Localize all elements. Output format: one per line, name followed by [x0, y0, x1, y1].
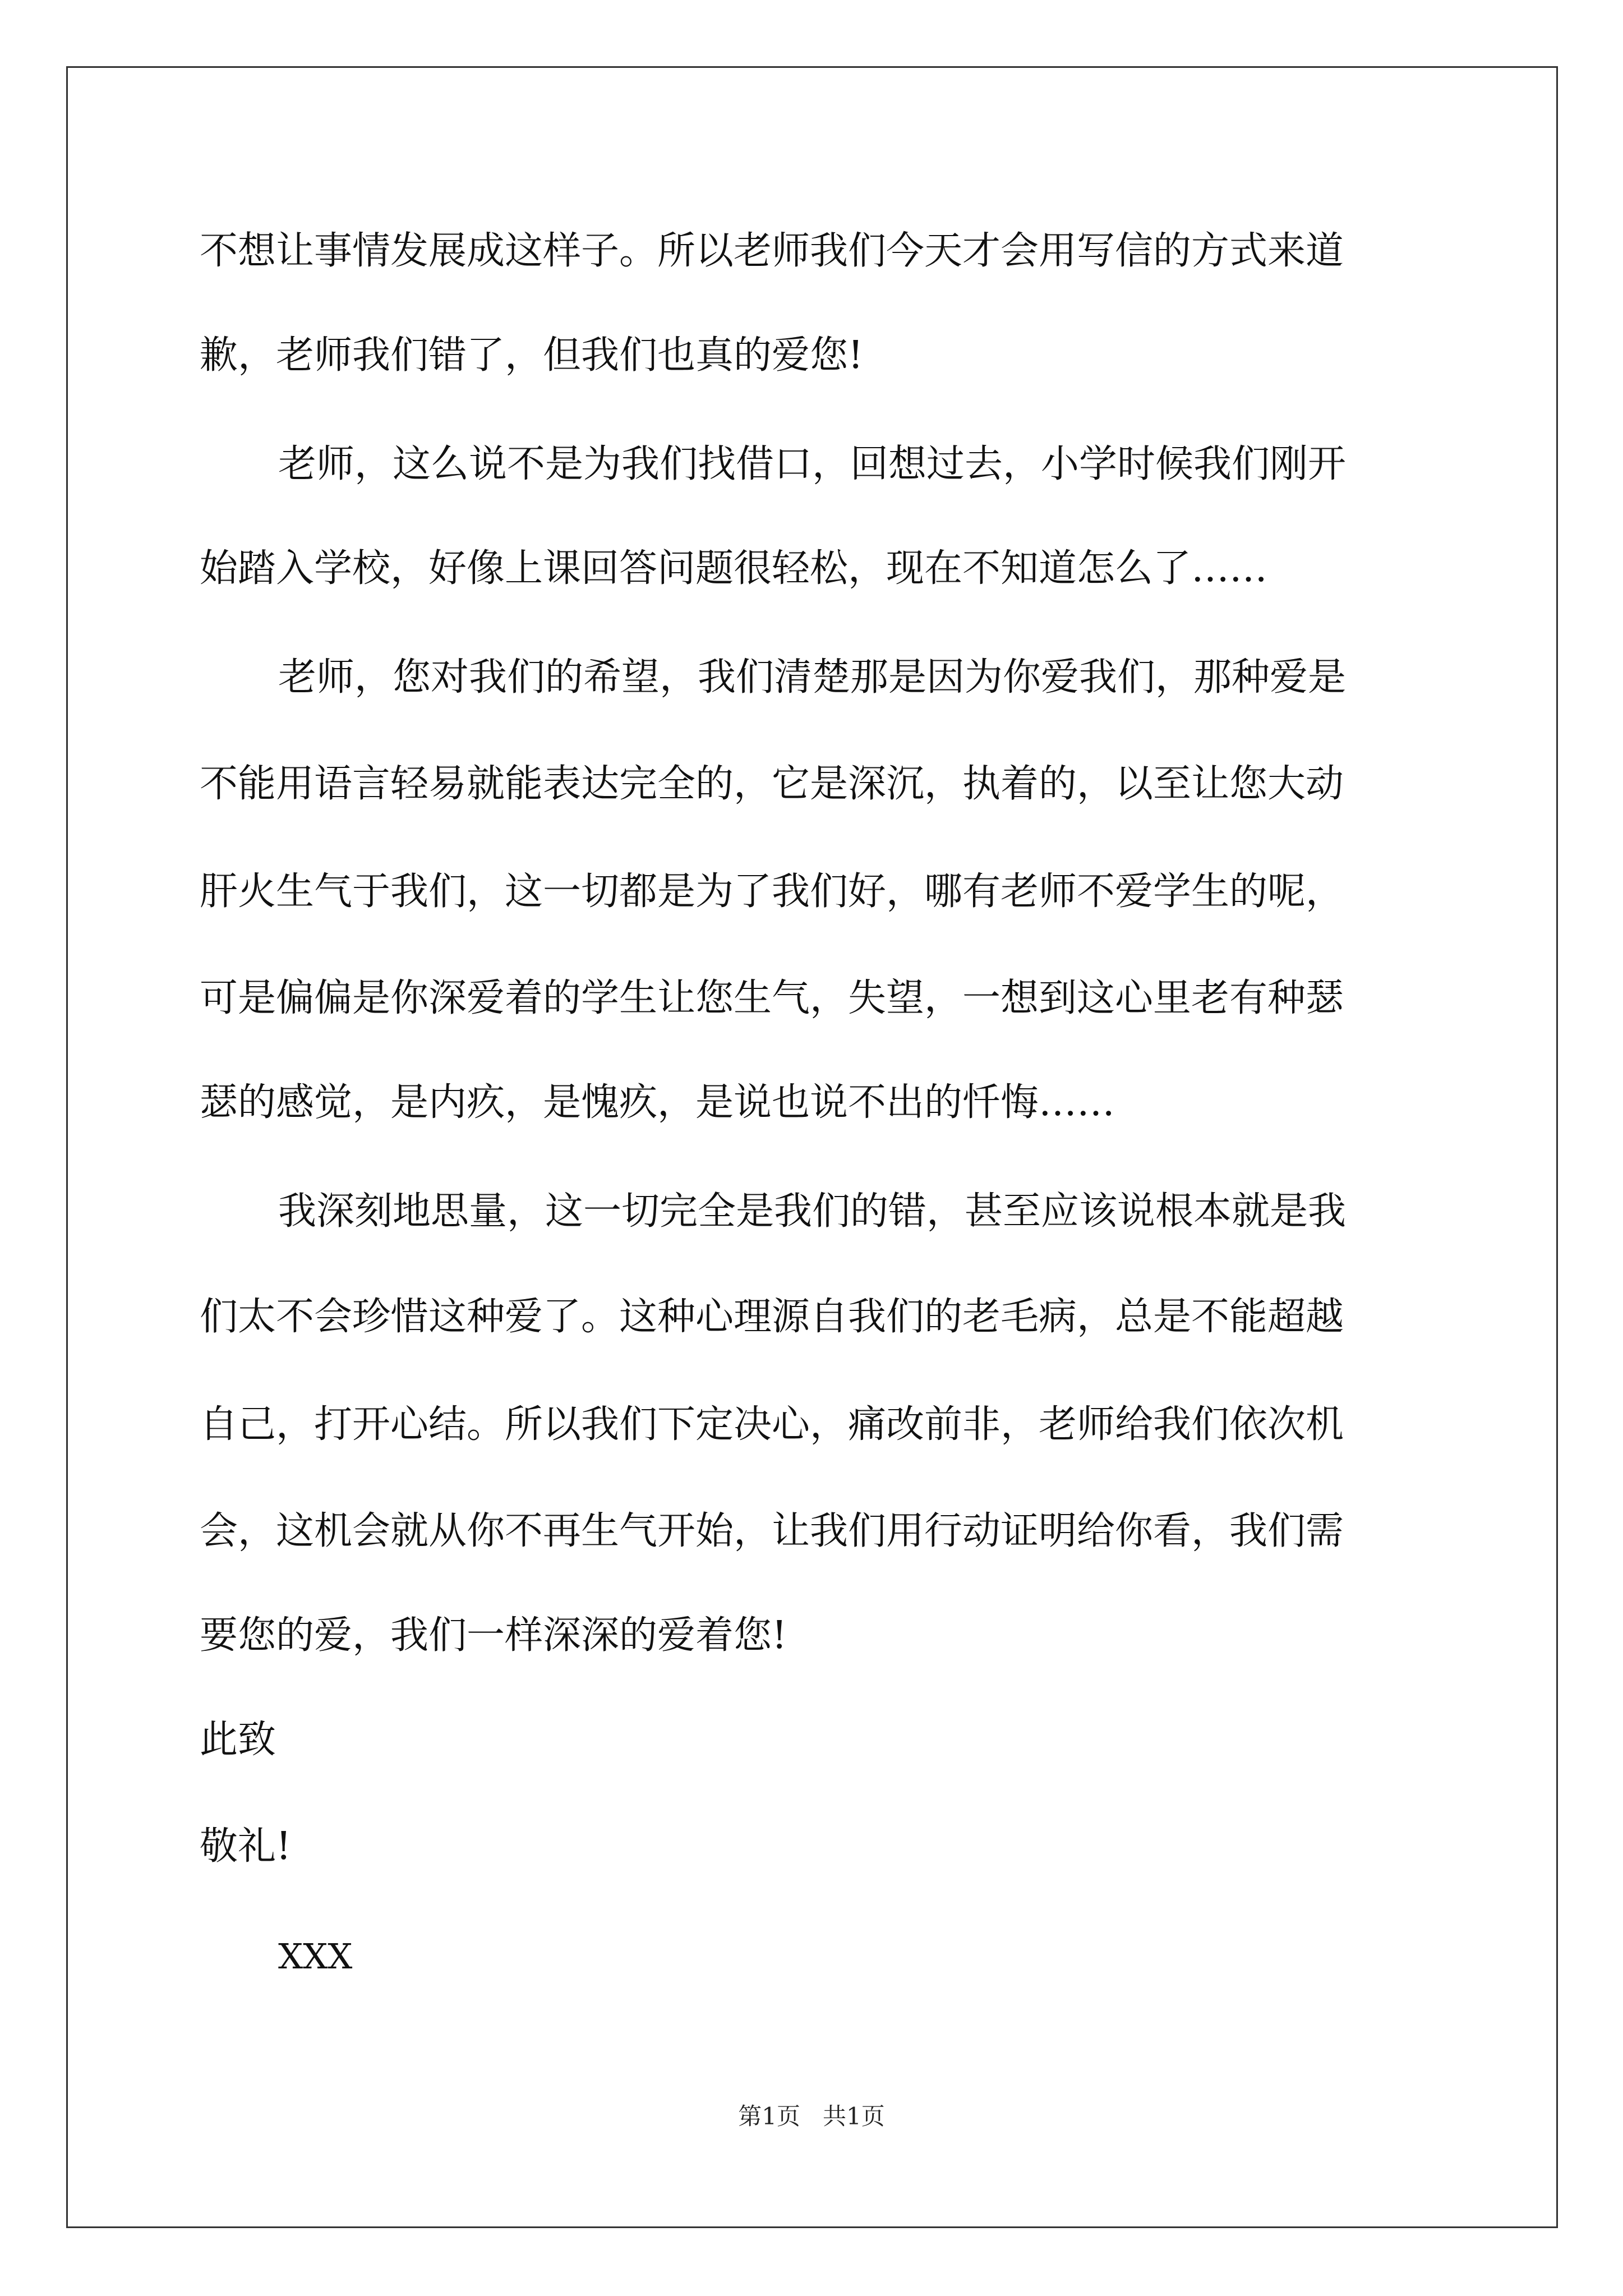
body-line-7: 肝火生气于我们，这一切都是为了我们好，哪有老师不爱学生的呢，	[200, 869, 1344, 914]
body-line-3: 老师，这么说不是为我们找借口，回想过去，小学时候我们刚开	[278, 442, 1347, 486]
body-line-12: 自己，打开心结。所以我们下定决心，痛改前非，老师给我们依次机	[200, 1402, 1344, 1447]
signature: XXX	[278, 1936, 353, 1977]
body-line-10: 我深刻地思量，这一切完全是我们的错，甚至应该说根本就是我	[278, 1189, 1347, 1234]
closing-salute: 敬礼!	[200, 1824, 292, 1869]
body-line-13: 会，这机会就从你不再生气开始，让我们用行动证明给你看，我们需	[200, 1509, 1344, 1553]
body-line-4: 始踏入学校，好像上课回答问题很轻松，现在不知道怎么了……	[200, 546, 1268, 591]
body-line-8: 可是偏偏是你深爱着的学生让您生气，失望，一想到这心里老有种瑟	[200, 976, 1344, 1020]
body-line-11: 们太不会珍惜这种爱了。这种心理源自我们的老毛病，总是不能超越	[200, 1295, 1344, 1339]
body-line-1: 不想让事情发展成这样子。所以老师我们今天才会用写信的方式来道	[200, 229, 1344, 273]
page-number-footer: 第1页 共1页	[738, 2102, 885, 2130]
body-line-9: 瑟的感觉，是内疚，是愧疚，是说也说不出的忏悔……	[200, 1080, 1115, 1125]
body-line-2: 歉，老师我们错了，但我们也真的爱您!	[200, 333, 864, 378]
body-line-14: 要您的爱，我们一样深深的爱着您!	[200, 1613, 787, 1658]
body-line-5: 老师，您对我们的希望，我们清楚那是因为你爱我们，那种爱是	[278, 655, 1347, 700]
body-line-6: 不能用语言轻易就能表达完全的，它是深沉，执着的，以至让您大动	[200, 762, 1344, 806]
closing-greeting: 此致	[200, 1718, 276, 1762]
page-frame	[66, 66, 1558, 2228]
